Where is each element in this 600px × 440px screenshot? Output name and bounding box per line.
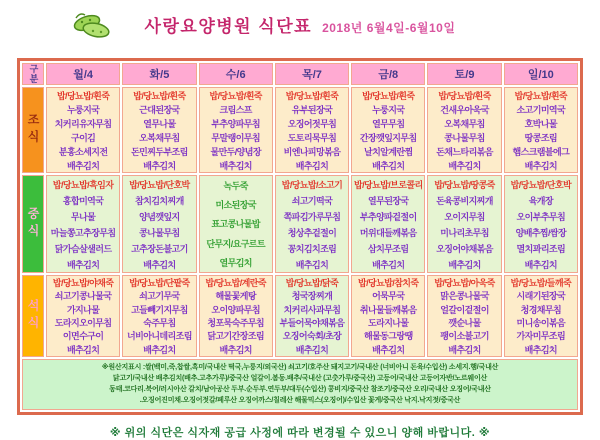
menu-item: 오징어숙회/초장 (282, 331, 342, 342)
menu-item: 시래기된장국 (516, 291, 566, 302)
menu-item: 밥/당뇨밥/땅콩죽 (434, 179, 495, 190)
menu-item: 밥/당뇨밥/브로콜리 (353, 179, 423, 190)
menu-item: 쇠고기무국 (139, 291, 180, 302)
menu-item: 배추김치 (143, 160, 176, 171)
menu-cell-breakfast-fri (351, 87, 425, 173)
date-range: 2018년 6월4일-6월10일 (322, 21, 456, 35)
menu-item: 육개장 (528, 195, 553, 206)
menu-item: 마늘쫑고추장무침 (50, 227, 116, 238)
menu-item: 물만두/양념장 (210, 146, 261, 157)
menu-item: 미니송이볶음 (516, 318, 566, 329)
menu-item: 건새우아욱국 (440, 104, 489, 115)
menu-cell-dinner-sat (427, 275, 501, 357)
menu-item: 고추장돈불고기 (131, 243, 188, 254)
menu-item: 해물꽃게탕 (215, 291, 256, 302)
menu-item: 양배추찜/쌈장 (515, 227, 567, 238)
menu-item: 배추김치 (448, 344, 481, 355)
menu-item: 부추양파겉절이 (359, 211, 417, 222)
menu-item: 근대된장국 (139, 104, 180, 115)
menu-item: 밥/당뇨밥/흰죽 (362, 90, 415, 101)
menu-item: 배추김치 (295, 344, 329, 355)
origin-info (22, 359, 578, 410)
menu-item: 해물동그랑땡 (363, 331, 413, 342)
menu-item: 땅콩조림 (524, 132, 558, 143)
corner-header: 구분 (22, 63, 44, 85)
menu-item: 크림스프 (219, 104, 252, 115)
menu-cell-dinner-mon (46, 275, 120, 357)
menu-item: 밥/당뇨밥/계란죽 (205, 278, 266, 289)
menu-item: 오이양파무침 (211, 304, 260, 315)
menu-cell-lunch-tue (122, 175, 196, 273)
origin-line: ※원산지표시 :쌀(백미,죽,찹쌀,흑미/국내산 떡국,누룽지/외국산) 쇠고기/호주산 돼지고기/국내산 (너비아니 돈육/수입산) 소세지.햄/국내산 (101, 364, 499, 371)
day-header-mon: 월/4 (46, 63, 120, 85)
menu-item: 삼치무조림 (368, 243, 409, 254)
menu-cell-breakfast-mon (46, 87, 120, 173)
menu-item: 밥/당뇨밥/아욱죽 (434, 278, 495, 289)
day-header-wed: 수/6 (199, 63, 273, 85)
menu-item: 오복채무침 (444, 118, 485, 129)
menu-item: 콩나물무침 (139, 227, 180, 238)
menu-item: 배추김치 (524, 160, 558, 171)
dinner-label: 석식 (22, 275, 44, 357)
menu-item: 미나리초무침 (440, 227, 489, 238)
menu-item: 밥/당뇨밥/흰죽 (56, 90, 110, 101)
menu-item: 쇠고기떡국 (291, 195, 333, 206)
menu-item: 열무된장국 (368, 195, 409, 206)
menu-item: 청포묵숙주무침 (207, 318, 265, 329)
dinner-row (22, 275, 578, 357)
menu-item: 이면수구이 (62, 331, 104, 342)
menu-item: 배추김치 (524, 259, 558, 270)
menu-item: 배추김치 (372, 160, 405, 171)
menu-cell-lunch-sun (504, 175, 578, 273)
menu-cell-dinner-tue (122, 275, 196, 357)
day-header-tue: 화/5 (122, 63, 196, 85)
menu-item: 닭고기간장조림 (207, 331, 265, 342)
menu-item: 열무나물 (143, 118, 176, 129)
menu-item: 밥/당뇨밥/흰죽 (438, 90, 491, 101)
menu-item: 참치김치찌개 (135, 195, 184, 206)
menu-cell-lunch-thu (275, 175, 349, 273)
menu-item: 배추김치 (143, 259, 176, 270)
day-header-sat: 토/9 (427, 63, 501, 85)
vegetable-icon (72, 10, 112, 47)
menu-item: 배추김치 (66, 160, 100, 171)
origin-line: 닭고기/국내산 배추김치(배추.고추가루)/중국산 얼갈이.봄동.배추/국내산 (고춧가루/중국산) 고등어/국내산 고등어자반/노르웨이산 (112, 374, 488, 382)
menu-item: 닭가슴살샐러드 (54, 243, 112, 254)
menu-item: 쇠고기콩나물국 (54, 291, 112, 302)
menu-item: 햄스크램블에그 (512, 146, 570, 157)
menu-item: 배추김치 (524, 344, 558, 355)
menu-item: 날치알계란찜 (363, 146, 413, 157)
menu-item: 배추김치 (295, 160, 329, 171)
menu-item: 누룽지국 (372, 104, 405, 115)
origin-line: 동태.코다리.북어/러시아산 갈치/남아공산 두부.순두부.연두부/대두(수입산) 콩비지/중국산 참조기/중국산 오리/국내산 오징어/국내산 (109, 385, 491, 393)
menu-cell-lunch-wed (199, 175, 273, 273)
menu-item: 누룽지국 (66, 104, 100, 115)
menu-item: 어묵무국 (372, 291, 405, 302)
menu-item: 단무지/요구르트 (206, 238, 265, 249)
menu-item: 무말랭이무침 (211, 132, 260, 143)
menu-item: 오징어야채볶음 (436, 243, 493, 254)
menu-item: 밥/당뇨밥/단팥죽 (129, 278, 190, 289)
menu-item: 도토리묵무침 (287, 132, 337, 143)
menu-item: 배추김치 (295, 259, 329, 270)
menu-item: 밥/당뇨밥/흑임자 (52, 179, 114, 190)
menu-item: 밥/당뇨밥/참치죽 (358, 278, 419, 289)
lunch-label: 중식 (22, 175, 44, 273)
title-bar (0, 0, 600, 56)
menu-item: 청경채무침 (520, 304, 562, 315)
menu-item: 호박나물 (524, 118, 558, 129)
menu-cell-breakfast-sat (427, 87, 501, 173)
menu-item: 오징어젓무침 (287, 118, 337, 129)
menu-item: 무나물 (70, 211, 96, 222)
menu-item: 오이부추무침 (516, 211, 566, 222)
menu-item: 쪽파김가루무침 (283, 211, 341, 222)
menu-item: 치커리유자무침 (54, 118, 112, 129)
breakfast-label: 조식 (22, 87, 44, 173)
menu-item: 열무김치 (219, 257, 252, 268)
menu-item: 소고기미역국 (516, 104, 566, 115)
menu-item: 맑은콩나물국 (440, 291, 489, 302)
breakfast-row (22, 87, 578, 173)
menu-item: 꽁치김치조림 (287, 243, 337, 254)
menu-item: 배추김치 (219, 344, 252, 355)
menu-item: 오이지무침 (444, 211, 485, 222)
menu-item: 청상추겉절이 (287, 227, 337, 238)
menu-item: 녹두죽 (223, 181, 248, 192)
menu-item: 깻순나물 (448, 318, 481, 329)
menu-cell-dinner-sun (504, 275, 578, 357)
day-header-row (22, 63, 578, 85)
menu-item: 치커리사과무침 (283, 304, 341, 315)
lunch-row (22, 175, 578, 273)
menu-item: 밥/당뇨밥/단호박 (129, 179, 190, 190)
menu-item: 간장깻잎지무침 (359, 132, 417, 143)
menu-item: 밥/당뇨밥/흰죽 (285, 90, 339, 101)
menu-item: 배추김치 (448, 259, 481, 270)
menu-cell-breakfast-tue (122, 87, 196, 173)
menu-cell-breakfast-thu (275, 87, 349, 173)
menu-item: 너비아니데리조림 (127, 331, 192, 342)
menu-item: 구이김 (70, 132, 96, 143)
menu-item: 팽이소불고기 (440, 331, 489, 342)
day-header-sun: 일/10 (504, 63, 578, 85)
menu-cell-breakfast-sun (504, 87, 578, 173)
menu-item: 얼갈이겉절이 (440, 304, 489, 315)
menu-cell-dinner-fri (351, 275, 425, 357)
menu-table (17, 58, 583, 415)
menu-item: 밥/당뇨밥/흰죽 (514, 90, 568, 101)
menu-cell-lunch-fri (351, 175, 425, 273)
menu-item: 청국장찌개 (291, 291, 333, 302)
menu-item: 분홍소세지전 (58, 146, 108, 157)
menu-item: 숙주무침 (143, 318, 176, 329)
menu-item: 열무무침 (372, 118, 405, 129)
menu-item: 도라지나물 (368, 318, 409, 329)
menu-item: 배추김치 (448, 160, 481, 171)
menu-item: 유부된장국 (291, 104, 333, 115)
menu-item: 멸치꽈리조림 (516, 243, 566, 254)
menu-item: 가지나물 (66, 304, 100, 315)
menu-item: 배추김치 (66, 259, 100, 270)
menu-item: 미소된장국 (215, 200, 256, 211)
origin-row (22, 359, 578, 410)
menu-item: 돈민찌두부조림 (131, 146, 188, 157)
menu-item: 밥/당뇨밥/들깨죽 (510, 278, 572, 289)
page-title: 사랑요양병원 식단표 (144, 17, 313, 36)
menu-item: 콩나물무침 (444, 132, 485, 143)
menu-item: 돈채느타리볶음 (436, 146, 493, 157)
menu-item: 배추김치 (372, 259, 405, 270)
menu-item: 밥/당뇨밥/닭죽 (285, 278, 339, 289)
menu-item: 배추김치 (219, 160, 252, 171)
menu-item: 배추김치 (66, 344, 100, 355)
change-notice: ※ 위의 식단은 식자재 공급 사정에 따라 변경될 수 있으니 양해 바랍니다. ※ (109, 427, 491, 440)
menu-item: 머위대들깨볶음 (359, 227, 417, 238)
day-header-fri: 금/8 (351, 63, 425, 85)
menu-item: 도라지오이무침 (54, 318, 112, 329)
menu-item: 밥/당뇨밥/흰죽 (209, 90, 262, 101)
menu-item: 홍합미역국 (62, 195, 104, 206)
menu-item: 표고콩나물밥 (211, 219, 260, 230)
menu-item: 양념깻잎지 (139, 211, 180, 222)
menu-item: 배추김치 (143, 344, 176, 355)
menu-item: 밥/당뇨밥/단호박 (510, 179, 572, 190)
menu-item: 배추김치 (372, 344, 405, 355)
day-header-thu: 목/7 (275, 63, 349, 85)
menu-cell-dinner-wed (199, 275, 273, 357)
menu-cell-lunch-sat (427, 175, 501, 273)
menu-item: 부들어묵야채볶음 (279, 318, 345, 329)
menu-cell-dinner-thu (275, 275, 349, 357)
menu-item: 밥/당뇨밥/소고기 (281, 179, 343, 190)
menu-item: 취나물들깨볶음 (359, 304, 417, 315)
menu-cell-breakfast-wed (199, 87, 273, 173)
menu-item: 비엔나피망볶음 (283, 146, 341, 157)
menu-item: 부추양파무침 (211, 118, 260, 129)
menu-item: 밥/당뇨밥/야채죽 (52, 278, 114, 289)
menu-item: 가자미무조림 (516, 331, 566, 342)
menu-item: 밥/당뇨밥/흰죽 (133, 90, 186, 101)
menu-item: 오복채무침 (139, 132, 180, 143)
menu-item: 고들빼기지무침 (131, 304, 188, 315)
menu-item: 돈육콩비지찌개 (436, 195, 493, 206)
menu-cell-lunch-mon (46, 175, 120, 273)
origin-line: .오징어진미채.오징어젓갈/페루산 오징어까스/칠레산 해물믹스(오징어)/수입산 꽃게/중국산 낙지.낙지젓/중국산 (139, 396, 461, 404)
